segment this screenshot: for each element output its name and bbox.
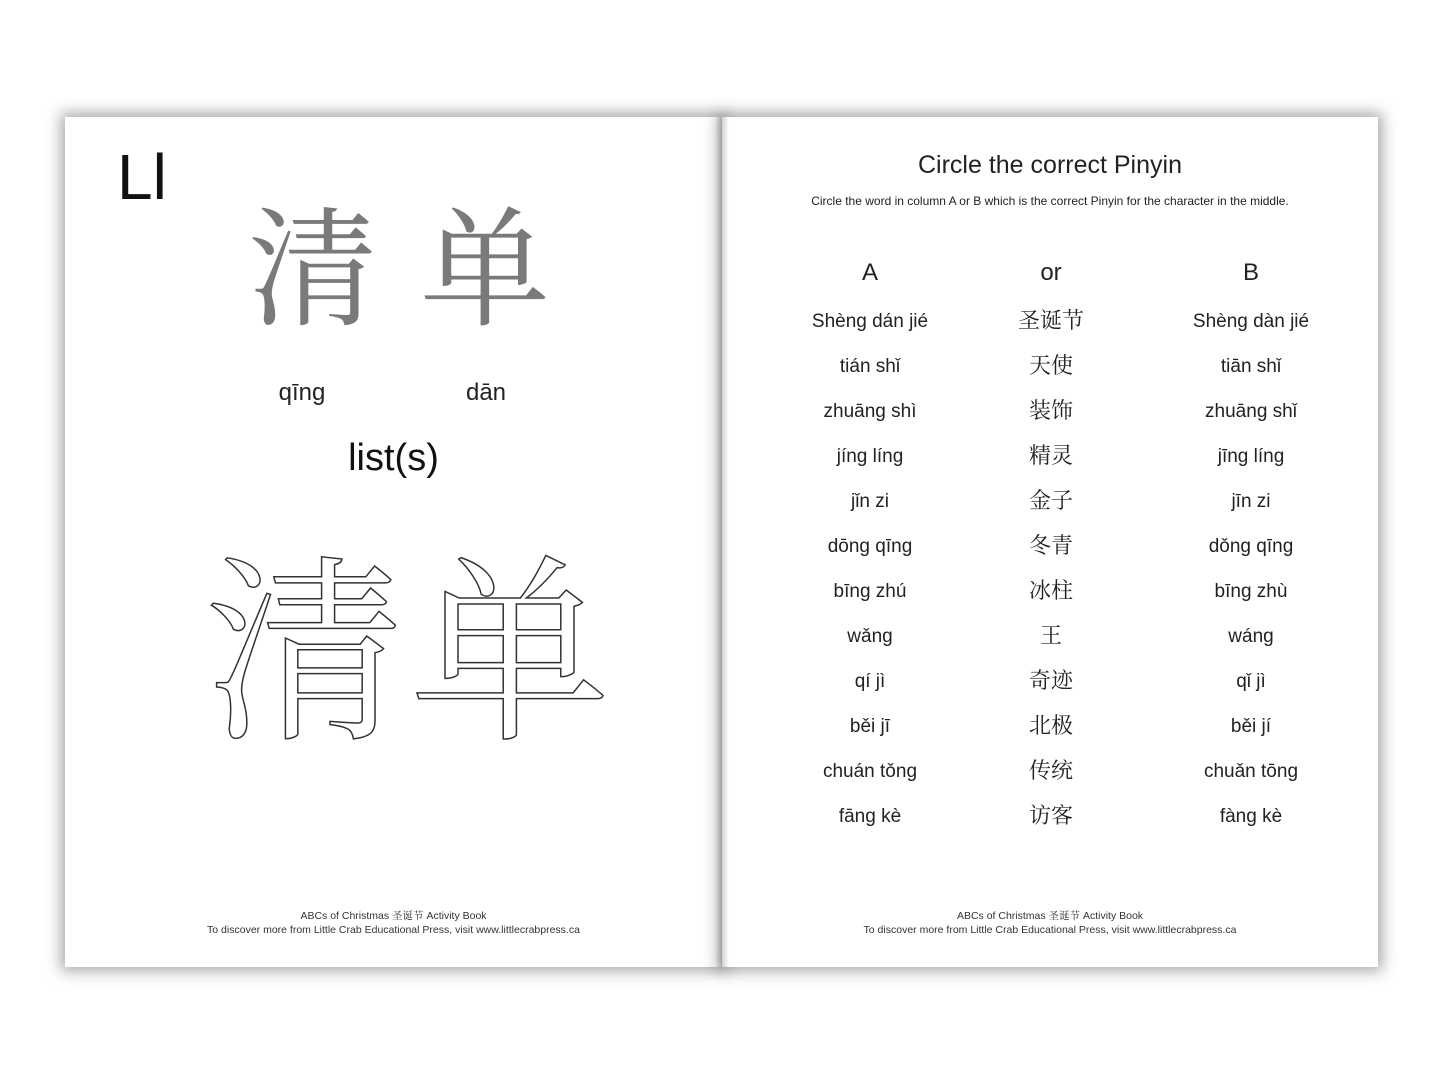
option-b[interactable]: fàng kè [1219,806,1283,827]
worksheet-rows [722,299,1378,839]
character-dan-solid: 单 [420,194,551,346]
chinese-characters: 精灵 [1028,444,1073,469]
option-b[interactable]: jīn zi [1231,491,1271,512]
chinese-characters: 王 [1039,624,1062,649]
worksheet-row [722,299,1378,344]
right-page [722,117,1378,967]
page-footer [722,909,1378,937]
option-b[interactable]: běi jí [1230,716,1272,737]
chinese-characters: 冰柱 [1028,579,1073,604]
worksheet-instructions: Circle the word in column A or B which is the correct Pinyin for the character in the middle. [811,194,1289,208]
worksheet-row [722,704,1378,749]
option-b[interactable]: chuǎn tōng [1203,761,1299,782]
option-b[interactable]: wáng [1228,626,1274,647]
option-a[interactable]: jíng líng [836,446,904,467]
worksheet-row [722,749,1378,794]
worksheet-row [722,344,1378,389]
option-b[interactable]: tiān shǐ [1220,356,1282,377]
chinese-characters: 圣诞节 [1017,309,1084,334]
chinese-characters: 装饰 [1028,399,1073,424]
chinese-characters: 天使 [1028,354,1073,379]
option-a[interactable]: tián shǐ [839,356,901,377]
option-b[interactable]: Shèng dàn jié [1192,311,1310,332]
option-a[interactable]: běi jī [849,716,891,737]
option-a[interactable]: jǐn zi [850,491,889,512]
footer-publisher-note: To discover more from Little Crab Educational Press, visit www.littlecrabpress.ca [207,924,580,936]
chinese-characters: 金子 [1028,489,1073,514]
option-a[interactable]: zhuāng shì [823,401,917,422]
option-a[interactable]: bīng zhú [833,581,907,602]
option-a[interactable]: qí jì [854,671,886,692]
chinese-characters: 传统 [1028,759,1073,784]
column-or-header: or [1040,259,1062,286]
chinese-characters: 北极 [1028,714,1073,739]
option-a[interactable]: chuán tǒng [822,761,918,782]
footer-book-title: ABCs of Christmas 圣诞节 Activity Book [300,910,487,922]
worksheet-row [722,569,1378,614]
option-b[interactable]: dǒng qīng [1208,536,1294,557]
worksheet-row [722,614,1378,659]
chinese-characters: 访客 [1028,804,1073,829]
chinese-characters: 奇迹 [1028,669,1073,694]
pinyin-dan: dān [465,379,507,406]
option-a[interactable]: wǎng [847,626,893,647]
worksheet-row [722,659,1378,704]
option-a[interactable]: Shèng dán jié [811,311,929,332]
option-b[interactable]: qǐ jì [1236,671,1266,692]
column-a-header: A [861,259,878,286]
option-a[interactable]: fāng kè [838,806,902,827]
letter-heading: Ll [117,141,167,213]
worksheet-row [722,389,1378,434]
worksheet-row [722,434,1378,479]
footer-book-title: ABCs of Christmas 圣诞节 Activity Book [956,910,1144,922]
character-dan-outline: 单 [410,538,611,771]
worksheet-row [722,479,1378,524]
page-footer [65,909,722,937]
pinyin-qing: qīng [278,379,326,406]
english-meaning: list(s) [348,437,439,479]
footer-publisher-note: To discover more from Little Crab Educational Press, visit www.littlecrabpress.ca [863,924,1237,936]
option-a[interactable]: dōng qīng [827,536,913,557]
option-b[interactable]: jīng líng [1217,446,1285,467]
option-b[interactable]: bīng zhù [1214,581,1288,602]
character-qing-solid: 清 [248,194,379,346]
character-qing-outline: 清 [205,538,406,771]
left-page [65,117,722,967]
worksheet-title: Circle the correct Pinyin [918,151,1182,179]
option-b[interactable]: zhuāng shǐ [1205,401,1297,422]
column-b-header: B [1242,259,1259,286]
chinese-characters: 冬青 [1028,534,1073,559]
worksheet-row [722,794,1378,839]
worksheet-row [722,524,1378,569]
